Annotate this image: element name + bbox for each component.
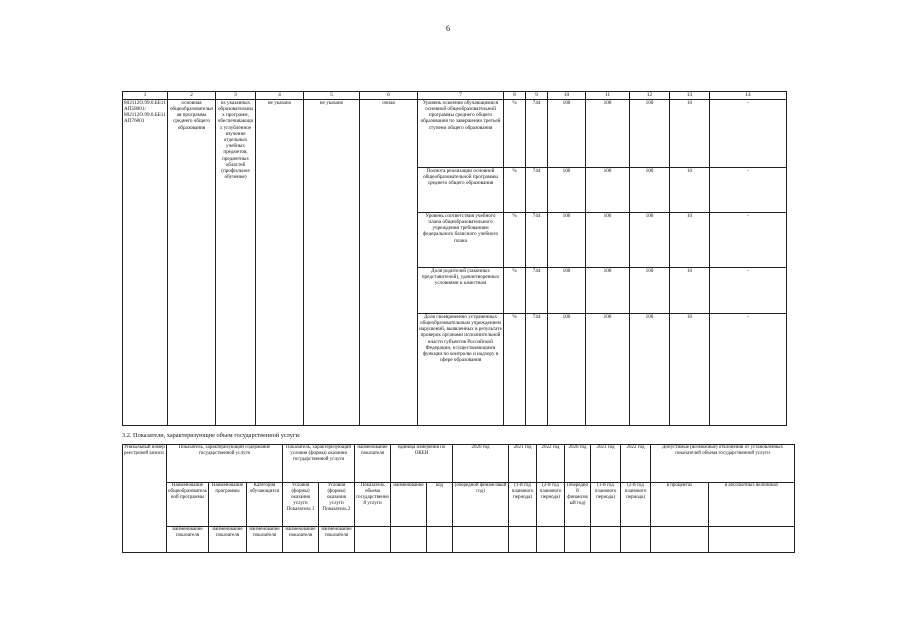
deviation-pct-cell: 10 <box>670 99 710 167</box>
deviation-pct-cell: 10 <box>670 212 710 267</box>
price-2020-header: 2020 год <box>565 445 591 483</box>
empty-cell <box>621 527 651 553</box>
registry-header: Уникальный номер реестровой записи <box>123 445 167 553</box>
period-2b: (2-й год планового периода) <box>621 483 651 527</box>
value-2020-cell: 100 <box>548 267 586 313</box>
period-1: (1-й год планового периода) <box>509 483 537 527</box>
value-2021-cell: 100 <box>586 212 630 267</box>
value-2022-cell: 100 <box>630 99 670 167</box>
value-2020-cell: 100 <box>548 313 586 425</box>
value-2021-cell: 100 <box>586 99 630 167</box>
okei-cell: 744 <box>526 212 548 267</box>
deviation-pct-header: в процентах <box>651 483 709 527</box>
indicator-name-cell: Уровень освоения обучающимися основной общеобразовательной программы среднего общего образования по завершении третьей ступени общего образования <box>418 99 504 167</box>
col5-cell: не указано <box>304 99 360 425</box>
col-number: 9 <box>526 92 548 100</box>
okei-cell: 744 <box>526 167 548 212</box>
column-numbers-row <box>123 92 787 100</box>
header-row <box>123 527 795 553</box>
name-label: наименование показателя <box>167 527 209 553</box>
deviation-pct-cell: 10 <box>670 167 710 212</box>
content-header: Показатель, характеризующий содержание государственной услуги <box>167 445 283 483</box>
empty-cell <box>427 527 453 553</box>
deviation-header: Допустимые (возможные) отклонения от установленных показателей объема государственной услуги <box>651 445 795 483</box>
volume-unit-header: единица измерения по ОКЕИ <box>391 445 453 483</box>
value-2022-cell: 100 <box>630 212 670 267</box>
empty-cell <box>709 527 795 553</box>
empty-cell <box>651 527 709 553</box>
header-row <box>123 445 795 483</box>
volume-indicator-header: Показатель объема государственной услуги <box>355 483 391 527</box>
empty-cell <box>509 527 537 553</box>
col-number: 5 <box>304 92 360 100</box>
content-col2: Наименование программы <box>209 483 247 527</box>
empty-cell <box>591 527 621 553</box>
col-number: 11 <box>586 92 630 100</box>
period-1b: (1-й год планового периода) <box>591 483 621 527</box>
indicator-name-cell: Уровень соответствия учебного плана общеобразовательного учреждения требованиям федерального базисного учебного плана <box>418 212 504 267</box>
okei-cell: 744 <box>526 99 548 167</box>
year-2021-header: 2021 год <box>509 445 537 483</box>
year-2022-header: 2022 год <box>537 445 565 483</box>
deviation-abs-cell: - <box>710 267 787 313</box>
program-detail-cell: из указанных образовательных программ, обеспечивающих углубленное изучение отдельных учебных предметов, предметных областей (профильное обучение) <box>216 99 256 425</box>
price-2022-header: 2022 год <box>621 445 651 483</box>
table-row <box>123 99 787 167</box>
unit-cell: % <box>504 167 526 212</box>
name-label: наименование показателя <box>283 527 319 553</box>
period-fin-b: (очередной финансовый год) <box>565 483 591 527</box>
unit-cell: % <box>504 313 526 425</box>
deviation-abs-cell: - <box>710 167 787 212</box>
value-2020-cell: 100 <box>548 212 586 267</box>
col4-cell: не указано <box>256 99 304 425</box>
period-fin: (очередной финансовый год) <box>453 483 509 527</box>
deviation-abs-cell: - <box>710 313 787 425</box>
unit-code-header: код <box>427 483 453 527</box>
program-type-cell: основная общеобразовательная программа среднего общего образования <box>168 99 216 425</box>
content-col3: Категория обучающихся <box>247 483 283 527</box>
value-2022-cell: 100 <box>630 167 670 212</box>
indicator-name-cell: Доля своевременно устраненных общеобразовательным учреждением нарушений, выявленных в результате проверок органами исполнительной власти субъектов Российской Федерации, осуществляющими функции по контролю и надзору в сфере образования <box>418 313 504 425</box>
quality-indicators-table <box>122 91 787 426</box>
col-number: 6 <box>360 92 418 100</box>
deviation-abs-cell: - <box>710 99 787 167</box>
conditions-col2: Условия (формы) оказания услуги Показатель 2 <box>319 483 355 527</box>
empty-cell <box>565 527 591 553</box>
value-2022-cell: 100 <box>630 267 670 313</box>
value-2022-cell: 100 <box>630 313 670 425</box>
value-2020-cell: 100 <box>548 99 586 167</box>
value-2020-cell: 100 <box>548 167 586 212</box>
col-number: 12 <box>630 92 670 100</box>
page-number: 6 <box>446 24 450 33</box>
unit-cell: % <box>504 267 526 313</box>
col-number: 13 <box>670 92 710 100</box>
col-number: 8 <box>504 92 526 100</box>
indicator-name-cell: Доля родителей (законных представителей), удовлетворенных условиями и качеством <box>418 267 504 313</box>
name-label: наименование показателя <box>247 527 283 553</box>
name-label: наименование показателя <box>209 527 247 553</box>
empty-cell <box>453 527 509 553</box>
unit-cell: % <box>504 212 526 267</box>
deviation-pct-cell: 10 <box>670 313 710 425</box>
col-number: 4 <box>256 92 304 100</box>
header-row <box>123 483 795 527</box>
value-2021-cell: 100 <box>586 267 630 313</box>
content-col1: Наименование общеобразовательной программы <box>167 483 209 527</box>
col-number: 3 <box>216 92 256 100</box>
value-2021-cell: 100 <box>586 313 630 425</box>
deviation-pct-cell: 10 <box>670 267 710 313</box>
conditions-header: Показатель, характеризующий условия (формы) оказания государственной услуги <box>283 445 355 483</box>
indicator-name-cell: Полнота реализации основной общеобразовательной программы среднего общего образования <box>418 167 504 212</box>
volume-indicators-table <box>122 444 795 553</box>
registry-number-cell: 802112О.99.0.ББ11АП58001/ 802112О.99.0.ББ11АП76001 <box>123 99 168 425</box>
deviation-abs-header: в абсолютных величинах <box>709 483 795 527</box>
year-2020-header: 2020 год <box>453 445 509 483</box>
section-title: 3.2. Показатели, характеризующие объем государственной услуги: <box>122 432 301 439</box>
col-number: 10 <box>548 92 586 100</box>
form-cell: очная <box>360 99 418 425</box>
unit-name-header: наименование <box>391 483 427 527</box>
conditions-col1: Условия (формы) оказания услуги Показатель 1 <box>283 483 319 527</box>
okei-cell: 744 <box>526 313 548 425</box>
volume-name-header: наименование показателя <box>355 445 391 483</box>
okei-cell: 744 <box>526 267 548 313</box>
col-number: 14 <box>710 92 787 100</box>
empty-cell <box>391 527 427 553</box>
col-number: 2 <box>168 92 216 100</box>
col-number: 7 <box>418 92 504 100</box>
deviation-abs-cell: - <box>710 212 787 267</box>
empty-cell <box>537 527 565 553</box>
period-2: (2-й год планового периода) <box>537 483 565 527</box>
name-label: наименование показателя <box>319 527 355 553</box>
price-2021-header: 2021 год <box>591 445 621 483</box>
empty-cell <box>355 527 391 553</box>
col-number: 1 <box>123 92 168 100</box>
unit-cell: % <box>504 99 526 167</box>
value-2021-cell: 100 <box>586 167 630 212</box>
